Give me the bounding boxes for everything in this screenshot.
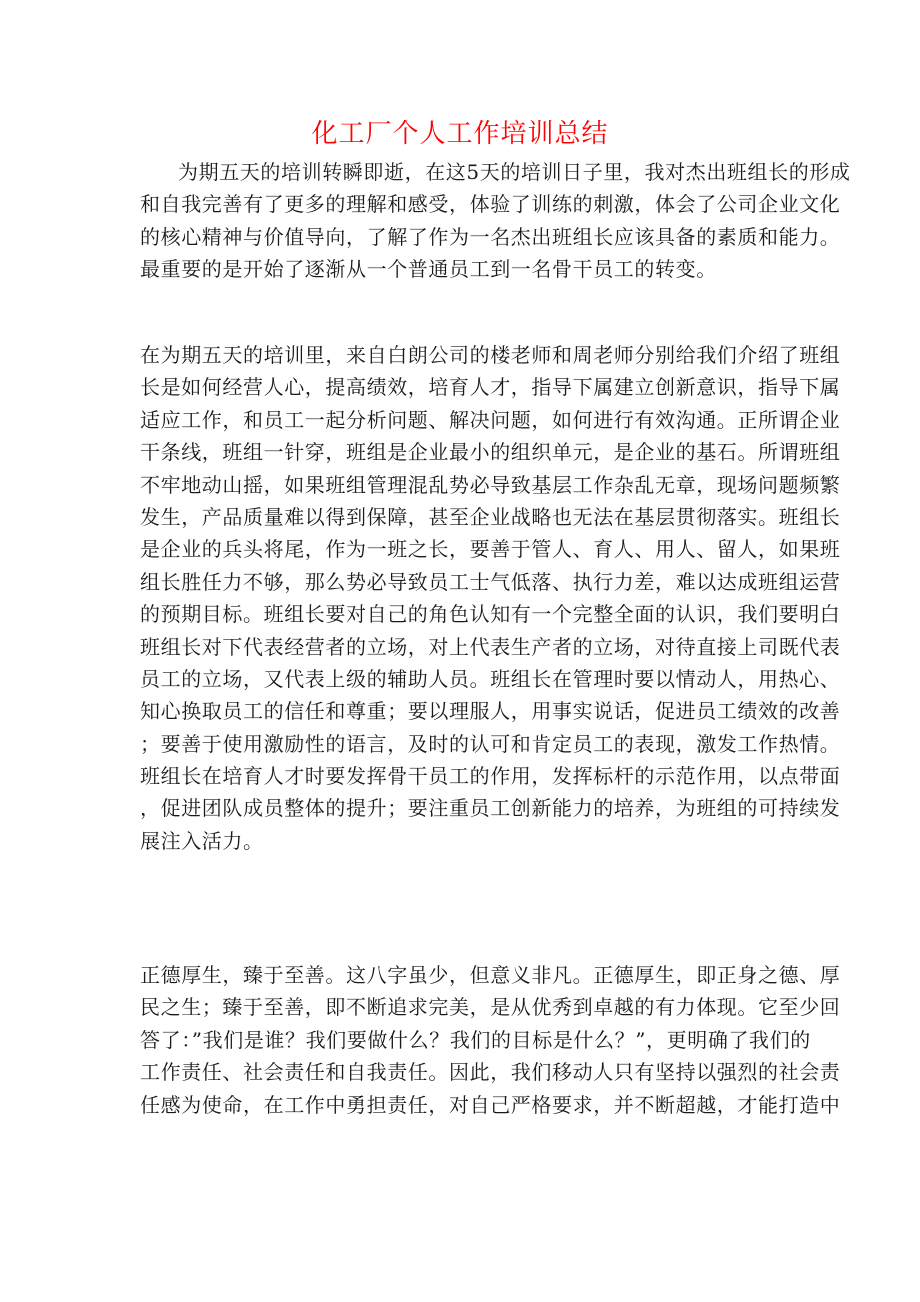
paragraph-1 [140, 156, 851, 286]
text-line: 适应工作，和员工一起分析问题、解决问题，如何进行有效沟通。正所谓企业 [140, 407, 841, 432]
text-line: 班组长在培育人才时要发挥骨干员工的作用，发挥标杆的示范作用，以点带面 [140, 764, 841, 789]
text-line: 答了：”我们是谁？我们要做什么？我们的目标是什么？”，更明确了我们的 [140, 1027, 811, 1052]
text-line: 的预期目标。班组长要对自己的角色认知有一个完整全面的认识，我们要明白 [140, 602, 841, 627]
text-line: 为期五天的培训转瞬即逝，在这5天的培训日子里，我对杰出班组长的形成 [178, 160, 851, 184]
paragraph-3 [140, 959, 841, 1121]
text-line: 知心换取员工的信任和尊重；要以理服人，用事实说话，促进员工绩效的改善 [140, 699, 841, 724]
text-line: 的核心精神与价值导向，了解了作为一名杰出班组长应该具备的素质和能力。 [140, 224, 841, 249]
text-line: 正德厚生，臻于至善。这八字虽少，但意义非凡。正德厚生，即正身之德、厚 [140, 963, 841, 987]
text-line: 最重要的是开始了逐渐从一个普通员工到一名骨干员工的转变。 [140, 257, 717, 282]
paragraph-2 [140, 339, 841, 857]
text-line: 员工的立场，又代表上级的辅助人员。班组长在管理时要以情动人，用热心、 [140, 666, 841, 691]
text-line: 任感为使命，在工作中勇担责任，对自己严格要求，并不断超越，才能打造中 [140, 1092, 841, 1117]
text-line: ，促进团队成员整体的提升；要注重员工创新能力的培养，为班组的可持续发 [140, 796, 841, 821]
text-line: 工作责任、社会责任和自我责任。因此，我们移动人只有坚持以强烈的社会责 [140, 1060, 841, 1085]
text-line: 不牢地动山摇，如果班组管理混乱势必导致基层工作杂乱无章，现场问题频繁 [140, 472, 841, 497]
text-line: 是企业的兵头将尾，作为一班之长，要善于管人、育人、用人、留人，如果班 [140, 537, 841, 562]
text-line: 展注入活力。 [140, 828, 264, 853]
text-line: 和自我完善有了更多的理解和感受，体验了训练的刺激，体会了公司企业文化 [140, 192, 841, 217]
text-line: 长是如何经营人心，提高绩效，培育人才，指导下属建立创新意识，指导下属 [140, 375, 841, 400]
text-line: 班组长对下代表经营者的立场，对上代表生产者的立场，对待直接上司既代表 [140, 634, 841, 659]
document-title: 化工厂个人工作培训总结 [311, 119, 609, 149]
text-line: 在为期五天的培训里，来自白朗公司的楼老师和周老师分别给我们介绍了班组 [140, 343, 841, 367]
text-line: 发生，产品质量难以得到保障，甚至企业战略也无法在基层贯彻落实。班组长 [140, 504, 841, 529]
text-line: ；要善于使用激励性的语言，及时的认可和肯定员工的表现，激发工作热情。 [140, 731, 841, 756]
text-line: 干条线，班组一针穿，班组是企业最小的组织单元，是企业的基石。所谓班组 [140, 440, 841, 465]
text-line: 组长胜任力不够，那么势必导致员工士气低落、执行力差，难以达成班组运营 [140, 569, 841, 594]
text-line: 民之生；臻于至善，即不断追求完美，是从优秀到卓越的有力体现。它至少回 [140, 995, 841, 1020]
